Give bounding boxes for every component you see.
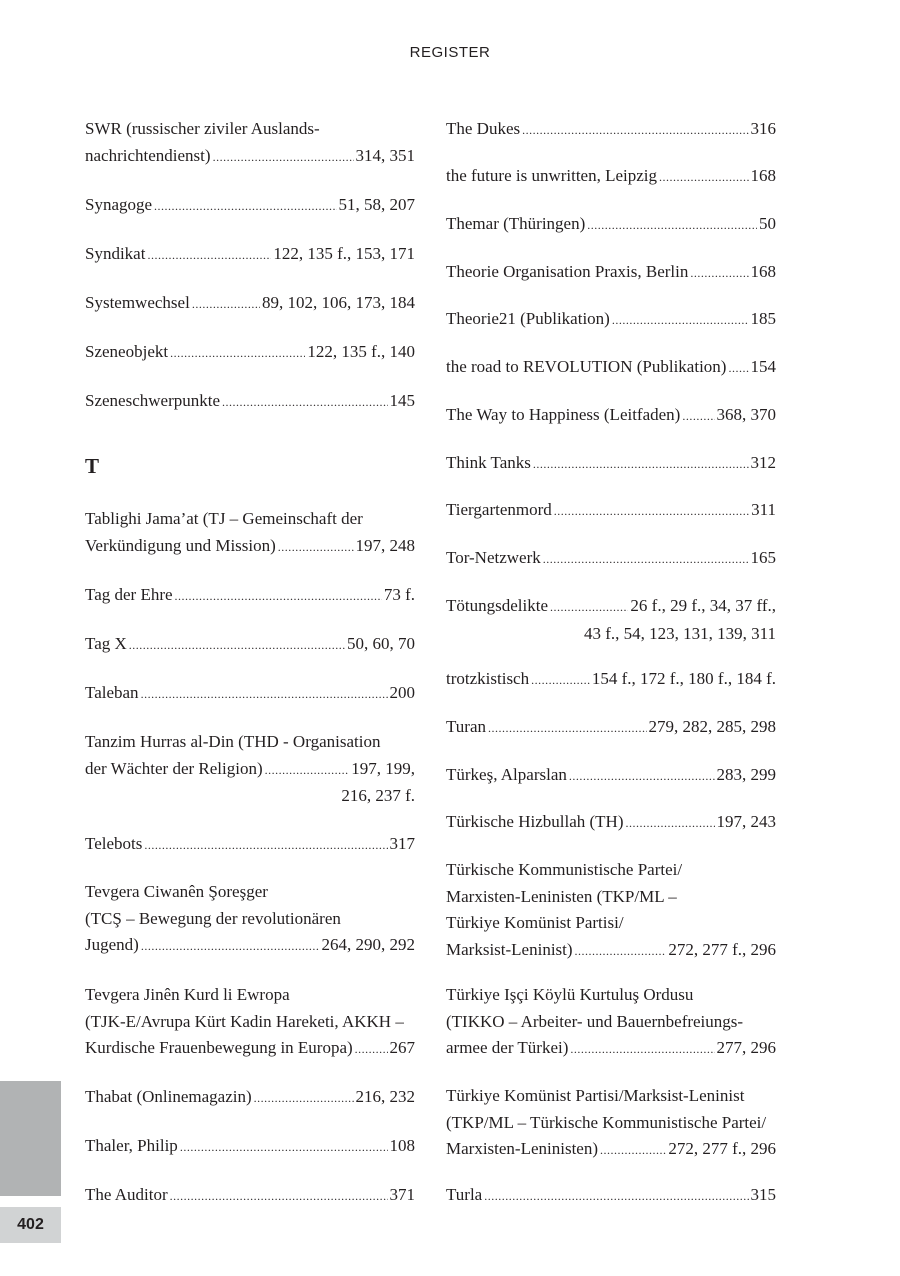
page-references: 73 f. <box>383 585 415 604</box>
index-entry <box>446 354 776 382</box>
entry-row <box>446 545 776 573</box>
entry-term: Thaler, Philip <box>85 1136 178 1155</box>
page-references: 272, 277 f., 296 <box>668 939 776 959</box>
dot-leader <box>144 831 387 859</box>
entry-term: Tötungsdelikte <box>446 596 548 615</box>
entry-term-line: SWR (russischer ziviler Auslands- <box>85 119 320 138</box>
page-references: 154 f., 172 f., 180 f., 184 f. <box>591 669 776 688</box>
index-entry <box>85 116 415 170</box>
index-entry <box>446 762 776 790</box>
page-references: 168 <box>750 262 776 281</box>
entry-row <box>85 533 415 561</box>
entry-term-line: Türkische Kommunistische Partei/ <box>446 860 683 879</box>
index-entry <box>446 402 776 430</box>
index-entry <box>85 680 415 708</box>
entry-row <box>446 116 776 144</box>
page-references: 50, 60, 70 <box>347 634 415 653</box>
entry-row <box>446 306 776 334</box>
dot-leader <box>222 388 387 416</box>
entry-term: Türkische Hizbullah (TH) <box>446 812 624 831</box>
dot-leader <box>690 259 748 287</box>
thumb-tab <box>0 1081 61 1196</box>
dot-leader <box>265 756 350 784</box>
entry-term: The Way to Happiness (Leitfaden) <box>446 405 681 424</box>
index-entry <box>85 582 415 610</box>
entry-term: the future is unwritten, Leipzig <box>446 166 658 185</box>
index-entry <box>446 593 776 647</box>
page-references: 145 <box>389 391 415 410</box>
page-references: 197, 248 <box>355 535 415 555</box>
entry-term: Thabat (Onlinemagazin) <box>85 1087 252 1106</box>
entry-term: Verkündigung und Mission) <box>85 535 276 555</box>
page-references: 317 <box>389 834 415 853</box>
dot-leader <box>170 1182 388 1210</box>
dot-leader <box>141 680 388 708</box>
entry-term: trotzkistisch <box>446 669 530 688</box>
entry-term-line: Marxisten-Leninisten (TKP/ML – <box>446 886 677 906</box>
index-entry <box>446 259 776 287</box>
entry-term-line: (TJK-E/Avrupa Kürt Kadin Hareketi, AKKH – <box>85 1011 404 1031</box>
entry-row <box>446 259 776 287</box>
entry-term: Theorie Organisation Praxis, Berlin <box>446 262 689 281</box>
entry-term-line: (TIKKO – Arbeiter- und Bauernbefreiungs- <box>446 1011 744 1031</box>
page-references: 108 <box>389 1136 415 1155</box>
entry-row <box>85 388 415 416</box>
entry-term: The Auditor <box>85 1185 168 1204</box>
dot-leader <box>254 1084 354 1112</box>
entry-row <box>85 339 415 367</box>
dot-leader <box>484 1182 748 1210</box>
page-references: 368, 370 <box>716 405 776 424</box>
entry-row <box>446 402 776 430</box>
page-references: 283, 299 <box>716 765 776 784</box>
dot-leader <box>570 1035 714 1063</box>
entry-term-line: Tanzim Hurras al-Din (THD - Organisation <box>85 732 381 751</box>
dot-leader <box>531 666 590 694</box>
page-references: 272, 277 f., 296 <box>668 1139 776 1158</box>
index-entry <box>85 831 415 859</box>
page-references: 312 <box>750 453 776 472</box>
dot-leader <box>550 593 628 621</box>
dot-leader <box>575 937 667 965</box>
index-entry <box>446 116 776 144</box>
index-entry <box>446 1182 776 1210</box>
index-entry <box>85 879 415 960</box>
page-references: 371 <box>389 1185 415 1204</box>
index-entry <box>85 631 415 659</box>
entry-row <box>85 1084 415 1112</box>
entry-row <box>446 762 776 790</box>
entry-term: Taleban <box>85 683 139 702</box>
dot-leader <box>522 116 748 144</box>
dot-leader <box>355 1035 388 1063</box>
entry-row <box>85 582 415 610</box>
index-entry <box>446 211 776 239</box>
index-entry <box>446 306 776 334</box>
entry-term: Tor-Netzwerk <box>446 548 541 567</box>
dot-leader <box>659 163 748 191</box>
index-entry <box>85 241 415 269</box>
entry-row <box>446 497 776 525</box>
entry-term: Systemwechsel <box>85 293 190 312</box>
page-references-continued: 216, 237 f. <box>341 786 415 805</box>
entry-term: Tiergartenmord <box>446 500 552 519</box>
entry-row <box>85 1133 415 1161</box>
entry-row <box>85 932 415 960</box>
entry-row <box>446 1035 776 1063</box>
dot-leader <box>278 533 354 561</box>
dot-leader <box>180 1133 388 1161</box>
entry-term: Marxisten-Leninisten) <box>446 1139 599 1158</box>
dot-leader <box>543 545 749 573</box>
entry-term: Kurdische Frauenbewegung in Europa) <box>85 1038 353 1057</box>
entry-row <box>446 593 776 621</box>
dot-leader <box>213 143 354 171</box>
entry-row <box>85 680 415 708</box>
index-entry <box>85 1084 415 1112</box>
entry-term: Syndikat <box>85 244 146 263</box>
entry-term-line: Türkiye Komünist Partisi/Marksist-Leninist <box>446 1086 745 1105</box>
page-references: 168 <box>750 166 776 185</box>
entry-term: der Wächter der Religion) <box>85 758 263 778</box>
dot-leader <box>612 306 749 334</box>
entry-term: Tag X <box>85 634 127 653</box>
entry-row <box>85 831 415 859</box>
page-references: 51, 58, 207 <box>338 195 415 214</box>
entry-term: The Dukes <box>446 119 521 138</box>
page-number: 402 <box>0 1207 61 1243</box>
entry-term-line: Tevgera Jinên Kurd li Ewropa <box>85 985 290 1004</box>
entry-row <box>85 290 415 318</box>
entry-term: armee der Türkei) <box>446 1038 569 1057</box>
page-references: 279, 282, 285, 298 <box>648 717 776 736</box>
index-entry <box>85 982 415 1063</box>
index-entry <box>85 1182 415 1210</box>
entry-row <box>85 192 415 220</box>
entry-row <box>85 241 415 269</box>
entry-term: Turla <box>446 1185 483 1204</box>
dot-leader <box>175 582 382 610</box>
index-entry <box>446 497 776 525</box>
entry-term: Think Tanks <box>446 453 531 472</box>
index-entry <box>85 290 415 318</box>
dot-leader <box>569 762 715 790</box>
page-references: 267 <box>389 1038 415 1057</box>
entry-row <box>85 1182 415 1210</box>
entry-term: the road to REVOLUTION (Publikation) <box>446 357 727 376</box>
page-references-continued: 43 f., 54, 123, 131, 139, 311 <box>583 623 776 643</box>
dot-leader <box>147 241 271 269</box>
index-entry <box>85 339 415 367</box>
page-references: 315 <box>750 1185 776 1204</box>
index-entry <box>446 1083 776 1164</box>
entry-term: Turan <box>446 717 486 736</box>
entry-term: Themar (Thüringen) <box>446 214 586 233</box>
page-references: 122, 135 f., 140 <box>307 342 415 361</box>
entry-term: Marksist-Leninist) <box>446 939 573 959</box>
dot-leader <box>129 631 345 659</box>
page-references: 122, 135 f., 153, 171 <box>273 244 415 263</box>
entry-term: nachrichtendienst) <box>85 145 211 165</box>
index-entry <box>85 506 415 560</box>
index-entry <box>446 666 776 694</box>
dot-leader <box>192 290 260 318</box>
entry-term: Tag der Ehre <box>85 585 173 604</box>
page-references: 314, 351 <box>355 145 415 165</box>
entry-term-line: (TKP/ML – Türkische Kommunistische Partei/ <box>446 1112 767 1132</box>
page-references: 165 <box>750 548 776 567</box>
page-references: 26 f., 29 f., 34, 37 ff., <box>630 596 776 615</box>
index-entry <box>446 809 776 837</box>
entry-row <box>85 143 415 171</box>
entry-row <box>446 1136 776 1164</box>
entry-term-line: Tablighi Jama’at (TJ – Gemeinschaft der <box>85 509 363 528</box>
index-entry <box>85 729 415 810</box>
entry-row <box>446 809 776 837</box>
dot-leader <box>587 211 757 239</box>
entry-term: Szeneobjekt <box>85 342 169 361</box>
index-entry <box>85 1133 415 1161</box>
page-references: 154 <box>750 357 776 376</box>
index-entry <box>446 714 776 742</box>
page-references: 200 <box>389 683 415 702</box>
dot-leader <box>682 402 714 430</box>
entry-row <box>446 1182 776 1210</box>
entry-term: Türkeş, Alparslan <box>446 765 567 784</box>
index-entry <box>446 857 776 964</box>
index-entry <box>85 388 415 416</box>
page-references: 216, 232 <box>355 1087 415 1106</box>
page-references: 185 <box>750 309 776 328</box>
entry-row <box>446 937 776 965</box>
index-entry <box>446 982 776 1063</box>
page-references: 316 <box>750 119 776 138</box>
entry-term: Szeneschwerpunkte <box>85 391 221 410</box>
entry-term: Jugend) <box>85 935 139 954</box>
entry-term-line: Tevgera Ciwanên Şoreşger <box>85 882 268 901</box>
dot-leader <box>154 192 336 220</box>
page-references: 277, 296 <box>716 1038 776 1057</box>
dot-leader <box>626 809 715 837</box>
index-entry <box>446 545 776 573</box>
entry-term-line: (TCŞ – Bewegung der revolutionären <box>85 908 341 928</box>
dot-leader <box>141 932 320 960</box>
running-head: REGISTER <box>409 44 491 61</box>
index-entry <box>85 192 415 220</box>
page-references: 311 <box>751 500 776 519</box>
index-entry <box>446 163 776 191</box>
dot-leader <box>728 354 748 382</box>
section-letter: T <box>85 454 100 478</box>
page-references: 197, 243 <box>716 812 776 831</box>
page-references: 264, 290, 292 <box>321 935 415 954</box>
entry-row <box>85 631 415 659</box>
entry-row <box>446 666 776 694</box>
page-references: 197, 199, <box>351 758 415 778</box>
entry-row <box>85 756 415 784</box>
entry-row <box>446 714 776 742</box>
entry-row <box>446 354 776 382</box>
entry-term: Theorie21 (Publikation) <box>446 309 610 328</box>
entry-row <box>446 450 776 478</box>
entry-row <box>85 1035 415 1063</box>
dot-leader <box>600 1136 666 1164</box>
entry-term: Synagoge <box>85 195 153 214</box>
page-references: 89, 102, 106, 173, 184 <box>262 293 415 312</box>
entry-row <box>446 163 776 191</box>
dot-leader <box>170 339 305 367</box>
entry-term: Telebots <box>85 834 143 853</box>
entry-term-line: Türkiye Komünist Partisi/ <box>446 913 624 932</box>
dot-leader <box>488 714 647 742</box>
dot-leader <box>554 497 749 525</box>
index-entry <box>446 450 776 478</box>
entry-row <box>446 211 776 239</box>
page-references: 50 <box>759 214 776 233</box>
entry-term-line: Türkiye Işçi Köylü Kurtuluş Ordusu <box>446 985 694 1004</box>
dot-leader <box>533 450 749 478</box>
